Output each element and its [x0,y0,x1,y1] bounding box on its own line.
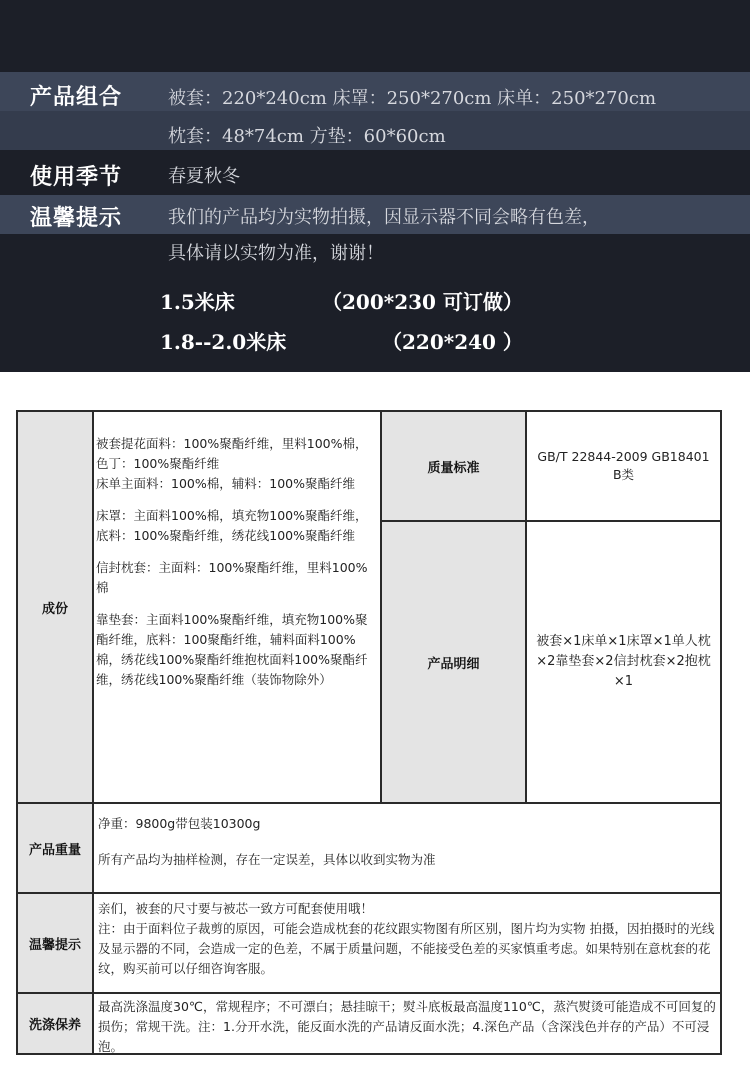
spec-table [16,410,722,1055]
care-header: 洗涤保养 [16,992,94,1055]
detail-header: 产品明细 [380,520,527,804]
quality-value: GB/T 22844-2009 GB18401 B类 [525,410,722,522]
weight-line-2: 所有产品均为抽样检测，存在一定误差，具体以收到实物为准 [98,852,436,867]
tips-header: 温馨提示 [16,892,94,994]
weight-cell [92,802,722,894]
tips-cell: 亲们，被套的尺寸要与被芯一致方可配套使用哦！ 注：由于面料位子裁剪的原因，可能会造成枕套的花纹跟实物图有所区别，图片均为实物 拍摄，因拍摄时的光线及显示器的不同，会造成一定的色差，不属于质量问题，不能接受色差的买家慎重考虑。如果特别在意枕套的花纹，购买前可以仔细咨询客服。 [92,892,722,994]
composition-cell [92,410,382,804]
season-label: 使用季节 [30,165,123,190]
tip-line-1: 我们的产品均为实物拍摄，因显示器不同会略有色差， [168,207,600,228]
product-info-panel [0,0,750,372]
quality-header: 质量标准 [380,410,527,522]
size-name-2: 1.8--2.0米床 [160,330,287,354]
combo-label: 产品组合 [30,85,123,110]
composition-para-2: 床罩：主面料100%棉，填充物100%聚酯纤维，底料：100%聚酯纤维，绣花线100%聚酯纤维 [96,508,368,543]
composition-para-4: 靠垫套：主面料100%聚酯纤维，填充物100%聚酯纤维，底料：100聚酯纤维，辅料面料100%棉，绣花线100%聚酯纤维抱枕面料100%聚酯纤维，绣花线100%聚酯纤维（装饰物除外） [96,612,368,687]
care-cell: 最高洗涤温度30℃，常规程序；不可漂白；悬挂晾干；熨斗底板最高温度110℃，蒸汽熨烫可能造成不可回复的损伤；常规干洗。注：1.分开水洗，能反面水洗的产品请反面水洗；4.深色产品（含深浅色并存的产品）不可浸泡。 [92,992,722,1055]
size-spec-1: （200*230 可订做） [322,290,523,314]
combo-line-1: 被套：220*240cm 床罩：250*270cm 床单：250*270cm [168,88,657,109]
tip-line-2: 具体请以实物为准，谢谢！ [168,243,384,264]
combo-line-2: 枕套：48*74cm 方垫：60*60cm [168,126,446,147]
detail-value: 被套×1床单×1床罩×1单人枕×2靠垫套×2信封枕套×2抱枕×1 [525,520,722,804]
size-name-1: 1.5米床 [160,290,235,314]
composition-header: 成份 [16,410,94,804]
weight-header: 产品重量 [16,802,94,894]
season-value: 春夏秋冬 [168,166,240,187]
tip-label: 温馨提示 [30,206,123,231]
weight-line-1: 净重：9800g带包装10300g [98,816,261,831]
size-spec-2: （220*240 ） [382,330,523,354]
composition-para-3: 信封枕套：主面料：100%聚酯纤维，里料100%棉 [96,560,368,595]
composition-para-1: 被套提花面料：100%聚酯纤维，里料100%棉，色丁：100%聚酯纤维 床单主面料：100%棉，辅料：100%聚酯纤维 [96,436,368,491]
